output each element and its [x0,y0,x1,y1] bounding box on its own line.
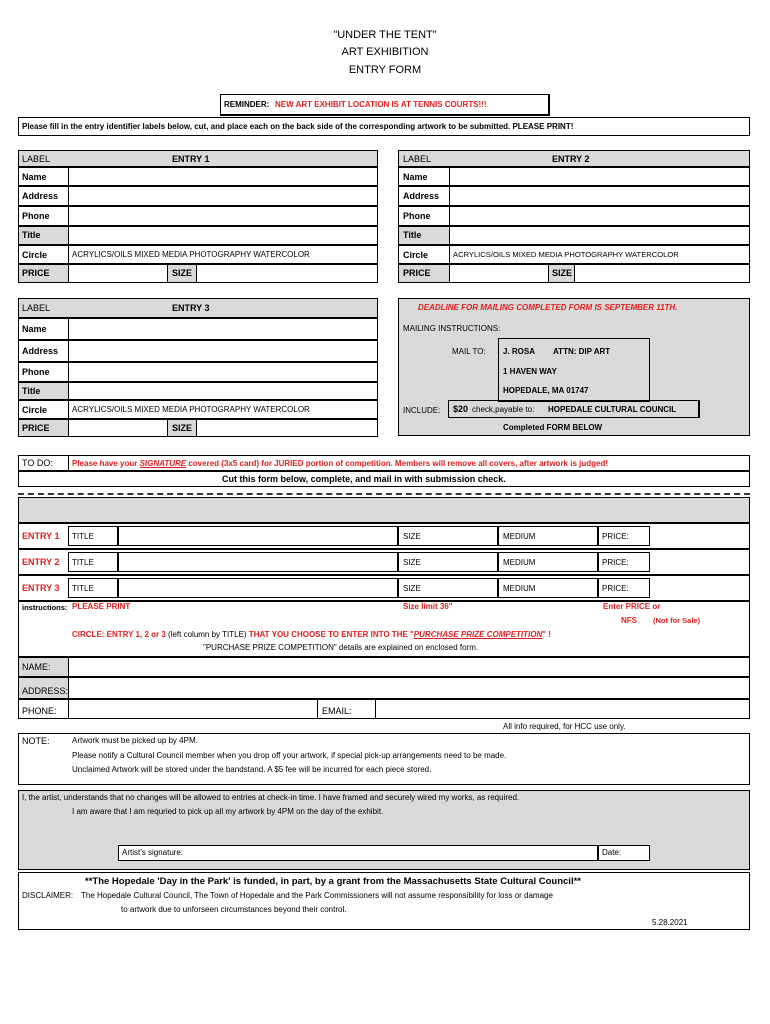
name-label: Name [22,172,47,182]
address-label: Address [22,191,59,201]
nfs-note: NFS [621,616,637,625]
name-field[interactable] [68,167,378,186]
phone-label: Phone [22,211,50,221]
address-field[interactable] [449,186,750,206]
note-line-2: Please notify a Cultural Council member when you drop off your artwork, if special pick-up arrangements need to be made. [72,751,507,760]
title-field[interactable] [449,226,750,245]
mail-attn: ATTN: DIP ART [553,347,611,356]
size-field[interactable] [196,419,378,437]
title-field[interactable] [68,382,378,400]
todo-text-start: Please have your [72,459,140,468]
circle-options-text: ACRYLICS/OILS MIXED MEDIA PHOTOGRAPHY WATERCOLOR [72,405,310,414]
include-completed-form: Completed FORM BELOW [503,423,603,432]
entry-heading: ENTRY 3 [172,303,210,313]
circle-entry-after: THAT YOU CHOOSE TO ENTER INTO THE " [246,630,414,639]
name-field[interactable] [449,167,750,186]
entry-heading: ENTRY 1 [172,154,210,164]
mailing-instructions-label: MAILING INSTRUCTIONS: [403,324,501,333]
size-label: SIZE [172,423,193,433]
agreement-line-1: I, the artist, understands that no changes will be allowed to entries at check-in time. I have framed and securely wired my works, as required. [22,793,520,802]
note-line-3: Unclaimed Artwork will be stored under the bandstand. A $5 fee will be incurred for each piece stored. [72,765,432,774]
circle-options-text: ACRYLICS/OILS MIXED MEDIA PHOTOGRAPHY WATERCOLOR [453,250,679,259]
purchase-prize-details: "PURCHASE PRIZE COMPETITION" details are explained on enclosed form. [203,643,479,652]
entry-medium-label: MEDIUM [503,584,536,593]
label-word: LABEL [22,154,51,164]
instructions-text: Please fill in the entry identifier labels below, cut, and place each on the back side of the corresponding artwork to be submitted. PLEASE PRINT! [22,122,574,131]
entry-row-label: ENTRY 2 [22,557,60,567]
entry-title-field[interactable] [118,578,398,598]
entry-size-label: SIZE [403,558,421,567]
entry-title-field[interactable] [118,526,398,546]
price-label: PRICE [22,268,50,278]
name-label: Name [22,324,47,334]
todo-text-end: covered (3x5 card) for JURIED portion of competition. Members will remove all covers, after artwork is judged! [186,459,609,468]
signature-date-label: Date: [602,848,622,857]
entry-heading: ENTRY 2 [552,154,590,164]
mail-recipient: J. ROSA [503,347,536,356]
funding-statement: **The Hopedale 'Day in the Park' is funded, in part, by a grant from the Massachusetts State Cultural Council** [85,876,581,887]
agreement-line-2: I am aware that I am requried to pick up all my artwork by 4PM on the day of the exhibit. [72,807,384,816]
mail-to-label: MAIL TO: [452,347,486,356]
contact-phone-label: PHONE: [22,706,57,716]
entry-section-top-band [18,497,750,523]
artist-signature-field[interactable] [118,845,598,861]
entry-price-label: PRICE: [602,558,629,567]
title-label: Title [22,230,41,240]
purchase-prize-link: PURCHASE PRIZE COMPETITION [413,630,543,639]
circle-entry-instruction [72,631,551,639]
disclaimer-label: DISCLAIMER: [22,891,74,900]
price-label: PRICE [22,423,50,433]
cut-dashed-line [18,493,750,495]
contact-address-field[interactable] [68,677,750,699]
cut-line-instruction: Cut this form below, complete, and mail in with submission check. [222,474,506,484]
circle-options-text: ACRYLICS/OILS MIXED MEDIA PHOTOGRAPHY WATERCOLOR [72,250,310,259]
reminder-label: REMINDER: [224,100,270,109]
form-title-line3: ENTRY FORM [348,64,422,76]
contact-phone-field[interactable] [68,699,318,719]
todo-text [72,460,608,468]
note-label: NOTE: [22,736,50,746]
price-field[interactable] [68,264,168,283]
circle-entry-end: " ! [542,630,551,639]
contact-address-label: ADDRESS: [22,686,69,696]
circle-label: Circle [22,405,48,415]
phone-field[interactable] [68,206,378,226]
entry-size-label: SIZE [403,584,421,593]
title-field[interactable] [68,226,378,245]
entry-medium-label: MEDIUM [503,532,536,541]
address-label: Address [22,346,59,356]
size-limit-note: Size limit 36" [403,602,453,611]
contact-email-label: EMAIL: [322,706,352,716]
circle-entry-start: CIRCLE: ENTRY 1, 2 or 3 [72,630,169,639]
phone-label: Phone [22,367,50,377]
price-label: PRICE [403,268,431,278]
phone-field[interactable] [449,206,750,226]
contact-required-note: All info required, for HCC use only. [503,722,626,731]
reminder-text: NEW ART EXHIBIT LOCATION IS AT TENNIS COURTS!!! [275,100,487,109]
note-line-1: Artwork must be picked up by 4PM. [72,736,198,745]
circle-entry-mid: (left column by TITLE) [168,630,247,639]
please-print-note: PLEASE PRINT [72,602,131,611]
instructions-label: instructions: [22,603,68,612]
contact-name-field[interactable] [68,657,750,677]
contact-email-field[interactable] [375,699,750,719]
include-label: INCLUDE: [403,406,441,415]
todo-label: TO DO: [22,458,53,468]
entry-medium-label: MEDIUM [503,558,536,567]
address-field[interactable] [68,340,378,362]
entry-row-label: ENTRY 3 [22,583,60,593]
size-label: SIZE [172,268,193,278]
form-version-date: 5.28.2021 [652,918,688,927]
size-field[interactable] [196,264,378,283]
mail-street: 1 HAVEN WAY [503,367,557,376]
artist-signature-label: Artist's signature: [122,848,184,857]
name-label: Name [403,172,428,182]
label-word: LABEL [22,303,51,313]
form-title-line2: ART EXHIBITION [341,46,429,58]
entry-row-label: ENTRY 1 [22,531,60,541]
enter-price-note: Enter PRICE or [603,602,661,611]
include-check-text: check,payable to: [472,405,535,414]
entry-price-label: PRICE: [602,532,629,541]
phone-field[interactable] [68,362,378,382]
entry-title-label: TITLE [72,532,94,541]
todo-signature-word: SIGNATURE [139,459,187,468]
price-field[interactable] [68,419,168,437]
entry-title-label: TITLE [72,558,94,567]
address-label: Address [403,191,440,201]
phone-label: Phone [403,211,431,221]
name-field[interactable] [68,318,378,340]
contact-name-label: NAME: [22,662,51,672]
disclaimer-line-1: The Hopedale Cultural Council, The Town of Hopedale and the Park Commissioners will not assume responsibility for loss or damage [81,891,553,900]
disclaimer-line-2: to artwork due to unforseen circumstances beyond their control. [121,905,347,914]
include-amount: $20 [453,404,469,414]
entry-price-label: PRICE: [602,584,629,593]
entry-title-field[interactable] [118,552,398,572]
entry-title-label: TITLE [72,584,94,593]
form-title-line1: "UNDER THE TENT" [333,29,437,41]
mailing-deadline: DEADLINE FOR MAILING COMPLETED FORM IS SEPTEMBER 11TH. [418,303,678,312]
title-label: Title [403,230,422,240]
mail-city: HOPEDALE, MA 01747 [503,386,589,395]
label-word: LABEL [403,154,432,164]
title-label: Title [22,386,41,396]
address-field[interactable] [68,186,378,206]
circle-label: Circle [403,250,429,260]
size-label: SIZE [552,268,573,278]
price-field[interactable] [449,264,549,283]
include-payee: HOPEDALE CULTURAL COUNCIL [548,405,677,414]
circle-label: Circle [22,250,48,260]
size-field[interactable] [574,264,750,283]
entry-size-label: SIZE [403,532,421,541]
not-for-sale-note: (Not for Sale) [653,616,701,625]
